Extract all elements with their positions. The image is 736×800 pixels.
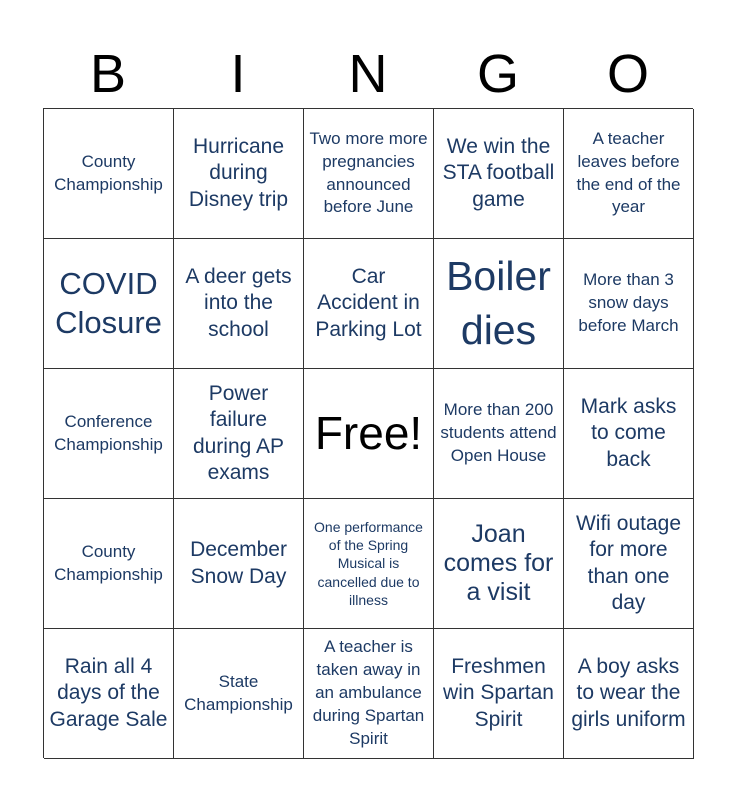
- bingo-cell[interactable]: [564, 629, 694, 759]
- cell-text: Power failure during AP exams: [192, 382, 285, 484]
- cell-text: County Championship: [54, 151, 163, 194]
- cell-text: Rain all 4 days of the Garage Sale: [49, 655, 168, 731]
- cell-text: A deer gets into the school: [185, 265, 292, 341]
- cell-text: December Snow Day: [190, 538, 287, 588]
- bingo-cell[interactable]: [44, 239, 174, 369]
- cell-text: A teacher leaves before the end of the year: [576, 128, 681, 217]
- bingo-cell[interactable]: [174, 369, 304, 499]
- bingo-cell[interactable]: [174, 109, 304, 239]
- cell-text: Mark asks to come back: [580, 395, 677, 471]
- bingo-cell[interactable]: [434, 239, 564, 369]
- cell-text: Two more more pregnancies announced before June: [309, 128, 428, 217]
- cell-text: Freshmen win Spartan Spirit: [443, 655, 554, 731]
- bingo-cell[interactable]: [434, 499, 564, 629]
- bingo-cell[interactable]: [174, 239, 304, 369]
- header-letter-o: O: [606, 44, 649, 104]
- bingo-cell[interactable]: [564, 369, 694, 499]
- bingo-cell[interactable]: [44, 369, 174, 499]
- bingo-cell[interactable]: [564, 499, 694, 629]
- cell-text: Wifi outage for more than one day: [575, 512, 682, 614]
- cell-text: A boy asks to wear the girls uniform: [571, 655, 686, 731]
- bingo-header: [43, 40, 693, 108]
- bingo-cell[interactable]: [434, 629, 564, 759]
- cell-text: Boiler dies: [446, 253, 551, 353]
- bingo-cell[interactable]: [304, 629, 434, 759]
- cell-text: Hurricane during Disney trip: [188, 135, 289, 211]
- cell-text: Joan comes for a visit: [443, 520, 554, 606]
- cell-text: COVID Closure: [55, 265, 162, 340]
- cell-text: One performance of the Spring Musical is cancelled due to illness: [314, 519, 423, 608]
- header-letter-g: G: [476, 44, 519, 104]
- cell-text: County Championship: [54, 541, 163, 584]
- bingo-cell[interactable]: [434, 109, 564, 239]
- header-letter-n: N: [348, 44, 388, 104]
- cell-text: Car Accident in Parking Lot: [315, 265, 422, 341]
- bingo-cell[interactable]: [44, 499, 174, 629]
- bingo-cell[interactable]: [174, 499, 304, 629]
- cell-text: Conference Championship: [54, 411, 163, 454]
- cell-text: A teacher is taken away in an ambulance during Spartan Spirit: [312, 637, 425, 748]
- bingo-cell[interactable]: [304, 499, 434, 629]
- header-letter-i: I: [230, 44, 246, 104]
- header-letter-b: B: [89, 44, 127, 104]
- bingo-cell[interactable]: [44, 629, 174, 759]
- cell-text: State Championship: [184, 671, 293, 714]
- bingo-cell[interactable]: [304, 109, 434, 239]
- free-space-text: Free!: [314, 406, 423, 459]
- cell-text: More than 200 students attend Open House: [440, 400, 557, 465]
- cell-text: More than 3 snow days before March: [578, 270, 679, 335]
- free-space-cell[interactable]: [304, 369, 434, 499]
- cell-text: We win the STA football game: [442, 135, 555, 211]
- bingo-cell[interactable]: [44, 109, 174, 239]
- bingo-cell[interactable]: [564, 109, 694, 239]
- bingo-cell[interactable]: [174, 629, 304, 759]
- bingo-cell[interactable]: [434, 369, 564, 499]
- bingo-board: [43, 108, 693, 758]
- bingo-cell[interactable]: [564, 239, 694, 369]
- bingo-cell[interactable]: [304, 239, 434, 369]
